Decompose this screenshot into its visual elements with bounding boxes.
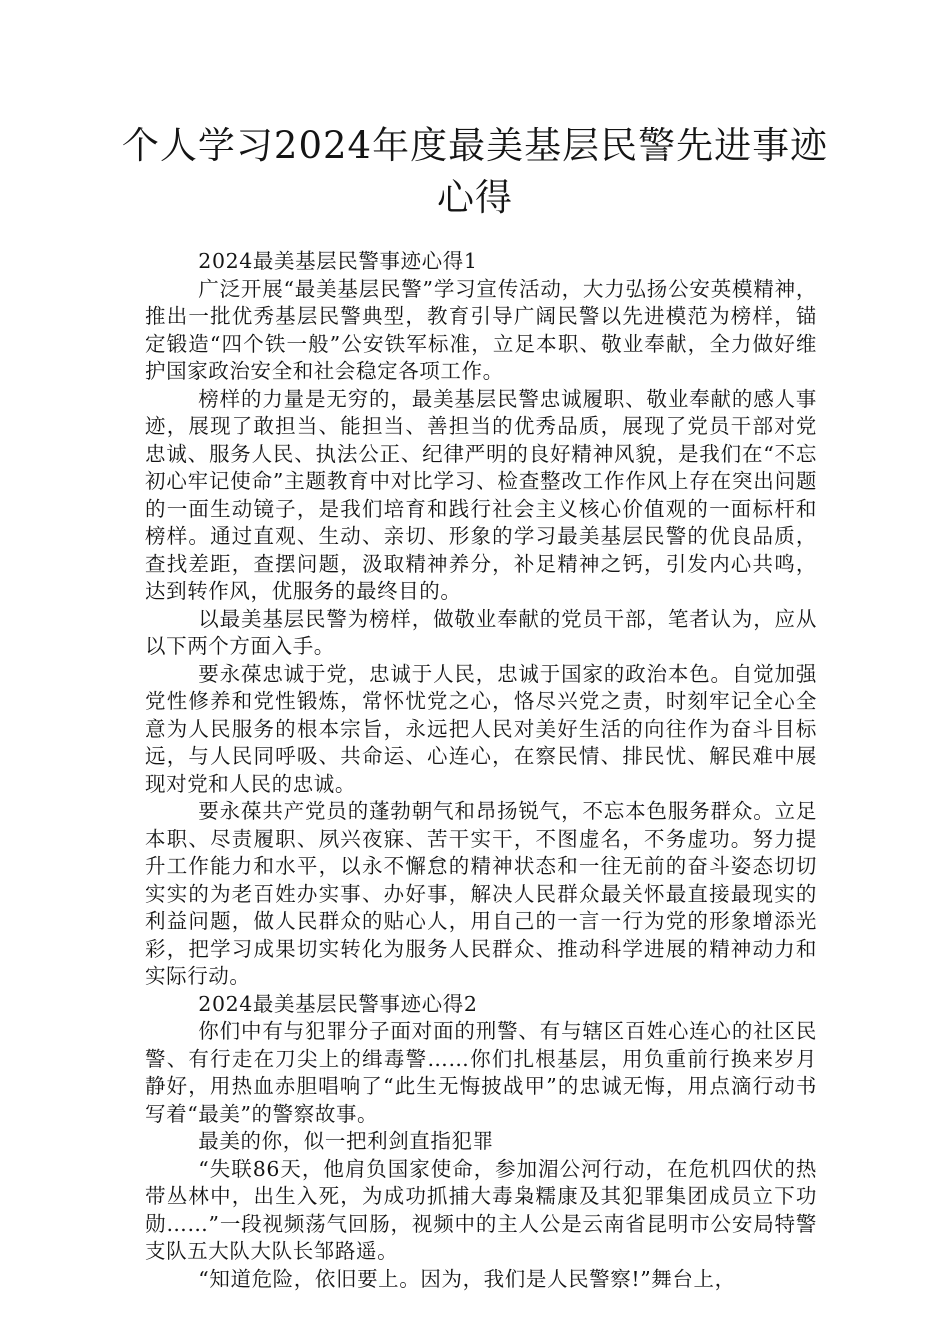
section-heading: 2024最美基层民警事迹心得2: [198, 991, 478, 1016]
title-line-2: 心得: [437, 176, 513, 219]
paragraph: 广泛开展“最美基层民警”学习宣传活动，大力弘扬公安英模精神，推出一批优秀基层民警典型，教育引导广阔民警以先进模范为榜样，锚定锻造“四个铁一般”公安铁军标准，立足本职、敬业奉献，全力做好维护国家政治安全和社会稳定各项工作。: [145, 276, 817, 383]
paragraph: 榜样的力量是无穷的，最美基层民警忠诚履职、敬业奉献的感人事迹，展现了敢担当、能担当、善担当的优秀品质，展现了党员干部对党忠诚、服务人民、执法公正、纪律严明的良好精神风貌，是我们在“不忘初心牢记使命”主题教育中对比学习、检查整改工作作风上存在突出问题的一面生动镜子，是我们培育和践行社会主义核心价值观的一面标杆和榜样。通过直观、生动、亲切、形象的学习最美基层民警的优良品质，查找差距，查摆问题，汲取精神养分，补足精神之钙，引发内心共鸣，达到转作风，优服务的最终目的。: [145, 386, 817, 603]
paragraph: 要永葆忠诚于党，忠诚于人民，忠诚于国家的政治本色。自觉加强党性修养和党性锻炼，常怀忧党之心，恪尽兴党之责，时刻牢记全心全意为人民服务的根本宗旨，永远把人民对美好生活的向往作为奋斗目标远，与人民同呼吸、共命运、心连心，在察民情、排民忧、解民难中展现对党和人民的忠诚。: [145, 661, 817, 796]
document-body: [145, 248, 817, 1293]
paragraph: 你们中有与犯罪分子面对面的刑警、有与辖区百姓心连心的社区民警、有行走在刀尖上的缉毒警……你们扎根基层，用负重前行换来岁月静好，用热血赤胆唱响了“此生无悔披战甲”的忠诚无悔，用点滴行动书写着“最美”的警察故事。: [145, 1019, 817, 1126]
paragraph: 以最美基层民警为榜样，做敬业奉献的党员干部，笔者认为，应从以下两个方面入手。: [145, 606, 817, 658]
paragraph: “失联86天，他肩负国家使命，参加湄公河行动，在危机四伏的热带丛林中，出生入死，为成功抓捕大毒枭糯康及其犯罪集团成员立下功勋……”一段视频荡气回肠，视频中的主人公是云南省昆明市公安局特警支队五大队大队长邹路遥。: [145, 1156, 817, 1263]
paragraph: “知道危险，依旧要上。因为，我们是人民警察!”舞台上，: [198, 1266, 736, 1291]
title-line-1: 个人学习2024年度最美基层民警先进事迹: [121, 124, 829, 167]
document-title: [110, 120, 840, 224]
paragraph: 最美的你，似一把利剑直指犯罪: [198, 1129, 494, 1153]
section-heading: 2024最美基层民警事迹心得1: [198, 249, 478, 273]
paragraph: 要永葆共产党员的蓬勃朝气和昂扬锐气，不忘本色服务群众。立足本职、尽责履职、夙兴夜寐、苦干实干，不图虚名，不务虚功。努力提升工作能力和水平，以永不懈怠的精神状态和一往无前的奋斗姿态切切实实的为老百姓办实事、办好事，解决人民群众最关怀最直接最现实的利益问题，做人民群众的贴心人，用自己的一言一行为党的形象增添光彩，把学习成果切实转化为服务人民群众、推动科学进展的精神动力和实际行动。: [145, 799, 817, 988]
